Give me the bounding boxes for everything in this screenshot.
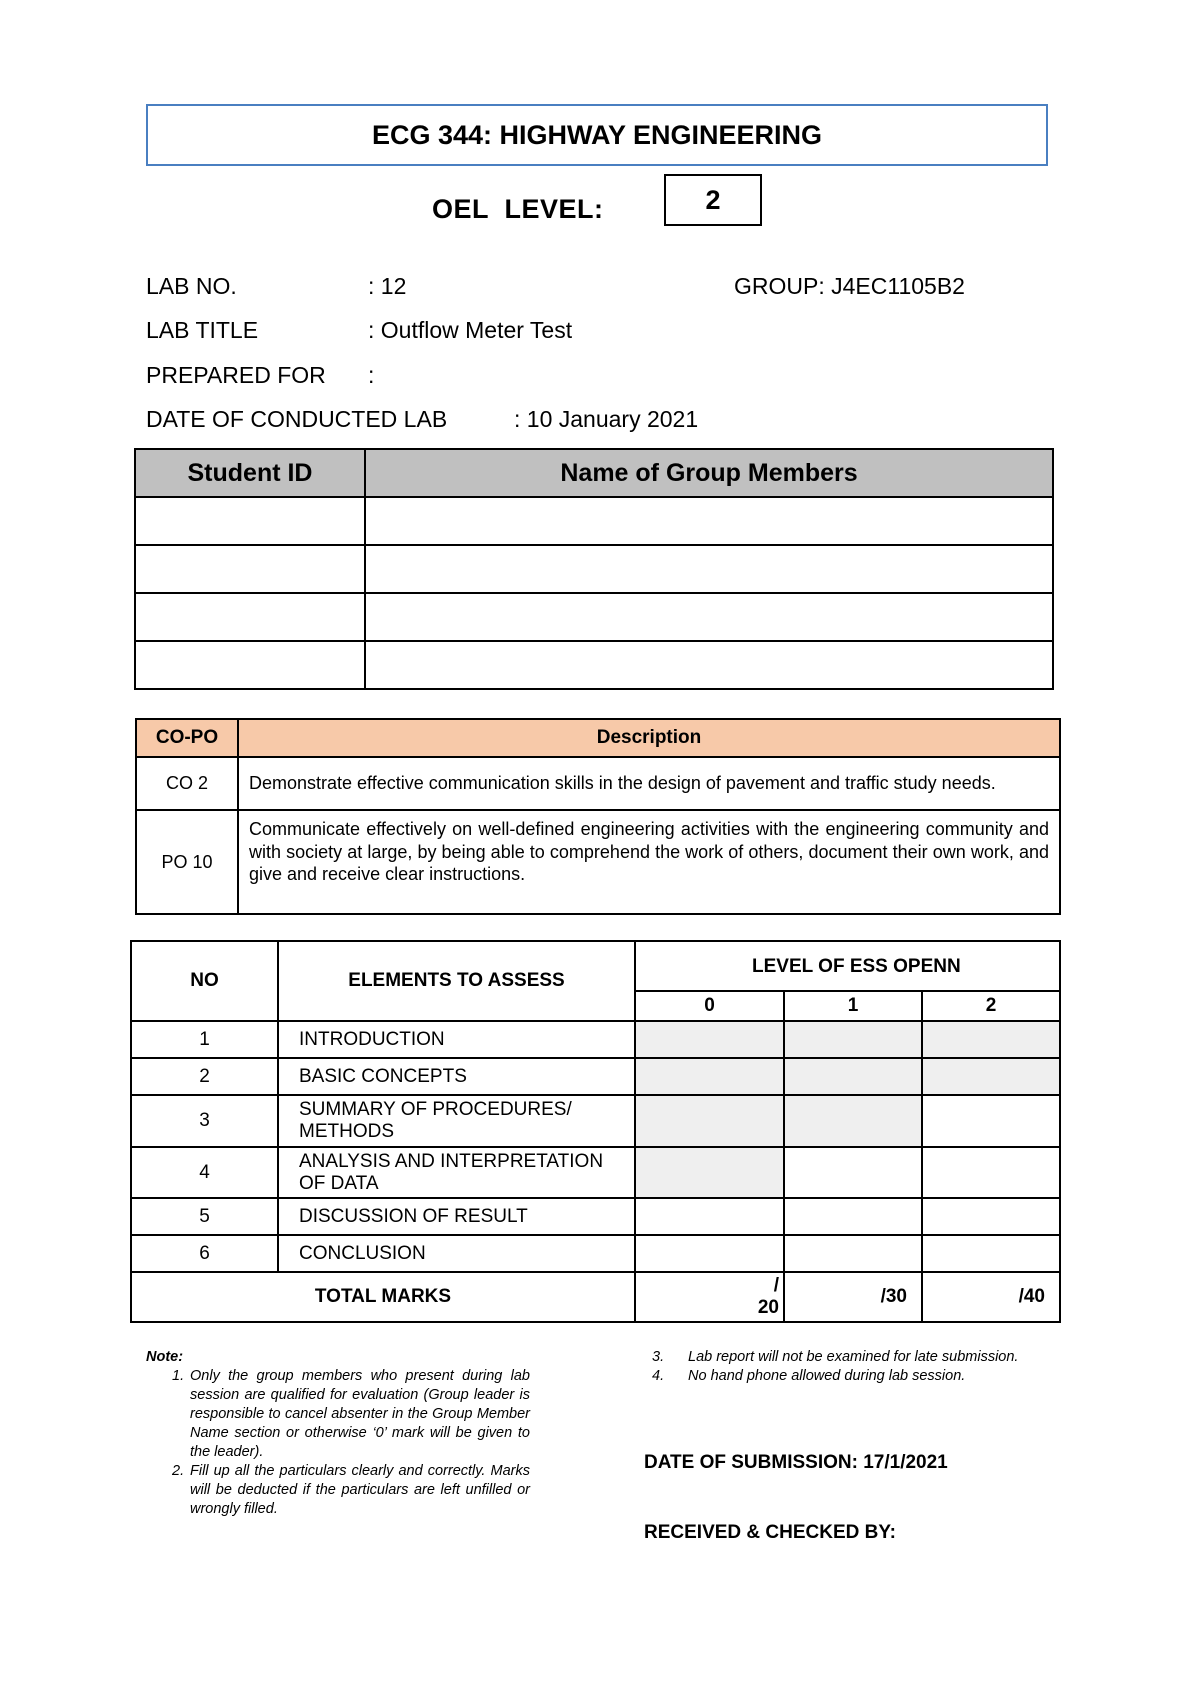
- element-label: ANALYSIS AND INTERPRETATION OF DATA: [278, 1147, 635, 1198]
- total-row: [131, 1272, 1060, 1322]
- total-level-1: /30: [784, 1272, 922, 1322]
- group-info: [734, 273, 965, 300]
- notes-right: [622, 1348, 1026, 1386]
- lab-no-label: LAB NO.: [146, 273, 237, 299]
- copo-code: CO 2: [136, 757, 238, 810]
- table-row: [131, 1058, 1060, 1095]
- mark-cell[interactable]: [922, 1147, 1060, 1198]
- received-checked-label: RECEIVED & CHECKED BY:: [644, 1522, 896, 1543]
- course-title: ECG 344: HIGHWAY ENGINEERING: [146, 104, 1048, 166]
- student-id-header: Student ID: [135, 449, 365, 497]
- note-item: [146, 1462, 530, 1519]
- mark-cell[interactable]: [635, 1235, 784, 1272]
- notes-heading: Note:: [146, 1349, 184, 1365]
- note-number: 3.: [652, 1349, 665, 1365]
- table-row: [136, 757, 1060, 810]
- table-row: [135, 593, 1053, 641]
- assessment-table: [130, 940, 1061, 1323]
- element-label: CONCLUSION: [278, 1235, 635, 1272]
- oel-level-label: OEL LEVEL:: [432, 194, 604, 224]
- student-id-cell[interactable]: [135, 593, 365, 641]
- level-1-header: 1: [784, 991, 922, 1021]
- note-number: 2.: [172, 1463, 185, 1479]
- mark-cell[interactable]: [922, 1058, 1060, 1095]
- oel-level-value: 2: [664, 174, 762, 226]
- total-marks-label: TOTAL MARKS: [131, 1272, 635, 1322]
- member-name-cell[interactable]: [365, 641, 1053, 689]
- element-label: SUMMARY OF PROCEDURES/ METHODS: [278, 1095, 635, 1147]
- note-item: [622, 1348, 1026, 1367]
- level-header: LEVEL OF ESS OPENN: [635, 941, 1060, 991]
- table-row: [136, 810, 1060, 914]
- element-label: INTRODUCTION: [278, 1021, 635, 1058]
- copo-description-text: Communicate effectively on well-defined engineering activities with the engineering community and with society at large, by being able to comprehend the work of others, document their own work, and give and receive clear instructions.: [249, 819, 1049, 884]
- submission-date-label: DATE OF SUBMISSION:: [644, 1452, 858, 1473]
- student-id-cell[interactable]: [135, 545, 365, 593]
- prepared-for-label: PREPARED FOR: [146, 362, 326, 388]
- mark-cell[interactable]: [635, 1147, 784, 1198]
- mark-cell[interactable]: [635, 1198, 784, 1235]
- mark-cell[interactable]: [784, 1235, 922, 1272]
- row-number: 2: [131, 1058, 278, 1095]
- table-row: [131, 1198, 1060, 1235]
- element-label: DISCUSSION OF RESULT: [278, 1198, 635, 1235]
- elements-header: ELEMENTS TO ASSESS: [278, 941, 635, 1021]
- copo-description: [238, 810, 1060, 914]
- student-id-cell[interactable]: [135, 641, 365, 689]
- no-header: NO: [131, 941, 278, 1021]
- notes-left: [146, 1348, 530, 1519]
- note-number: 4.: [652, 1368, 665, 1384]
- member-name-cell[interactable]: [365, 593, 1053, 641]
- table-row: [135, 497, 1053, 545]
- member-name-cell[interactable]: [365, 497, 1053, 545]
- mark-cell[interactable]: [635, 1095, 784, 1147]
- row-number: 4: [131, 1147, 278, 1198]
- mark-cell[interactable]: [784, 1021, 922, 1058]
- mark-cell[interactable]: [784, 1198, 922, 1235]
- copo-table: [135, 718, 1061, 915]
- copo-code: PO 10: [136, 810, 238, 914]
- level-0-header: 0: [635, 991, 784, 1021]
- lab-title-value: : Outflow Meter Test: [368, 317, 573, 343]
- mark-cell[interactable]: [784, 1147, 922, 1198]
- copo-description: Demonstrate effective communication skills in the design of pavement and traffic study needs.: [238, 757, 1060, 810]
- total-level-0: [635, 1272, 784, 1322]
- mark-cell[interactable]: [922, 1095, 1060, 1147]
- lab-no-value: : 12: [368, 273, 407, 299]
- total-level-0-value: / 20: [757, 1275, 779, 1318]
- mark-cell[interactable]: [784, 1058, 922, 1095]
- table-row: [135, 641, 1053, 689]
- table-row: [131, 1235, 1060, 1272]
- description-header: Description: [238, 719, 1060, 757]
- note-text: Fill up all the particulars clearly and correctly. Marks will be deducted if the particulars are left unfilled or wrongly filled.: [190, 1463, 530, 1517]
- submission-date: [644, 1452, 948, 1474]
- note-number: 1.: [172, 1368, 185, 1384]
- group-value: J4EC1105B2: [831, 273, 965, 299]
- submission-date-value: 17/1/2021: [863, 1452, 948, 1473]
- member-name-cell[interactable]: [365, 545, 1053, 593]
- table-row: [131, 1147, 1060, 1198]
- total-level-2: /40: [922, 1272, 1060, 1322]
- group-label: GROUP:: [734, 273, 825, 299]
- mark-cell[interactable]: [922, 1021, 1060, 1058]
- note-item: [146, 1367, 530, 1462]
- group-members-table: [134, 448, 1054, 690]
- row-number: 3: [131, 1095, 278, 1147]
- copo-header: CO-PO: [136, 719, 238, 757]
- element-label: BASIC CONCEPTS: [278, 1058, 635, 1095]
- mark-cell[interactable]: [635, 1058, 784, 1095]
- note-text: Only the group members who present during lab session are qualified for evaluation (Group leader is responsible to cancel absenter in the Group Member Name section or otherwise ‘0’ mark will be given to the leader).: [190, 1368, 530, 1460]
- date-conducted-label: DATE OF CONDUCTED LAB: [146, 406, 448, 432]
- mark-cell[interactable]: [784, 1095, 922, 1147]
- note-text: Lab report will not be examined for late submission.: [688, 1349, 1019, 1365]
- note-text: No hand phone allowed during lab session.: [688, 1368, 966, 1384]
- row-number: 6: [131, 1235, 278, 1272]
- mark-cell[interactable]: [635, 1021, 784, 1058]
- level-2-header: 2: [922, 991, 1060, 1021]
- table-row: [135, 545, 1053, 593]
- note-item: [622, 1367, 1026, 1386]
- member-name-header: Name of Group Members: [365, 449, 1053, 497]
- mark-cell[interactable]: [922, 1235, 1060, 1272]
- table-row: [131, 1095, 1060, 1147]
- lab-title-label: LAB TITLE: [146, 317, 259, 343]
- row-number: 1: [131, 1021, 278, 1058]
- date-conducted-value: : 10 January 2021: [514, 406, 699, 432]
- student-id-cell[interactable]: [135, 497, 365, 545]
- row-number: 5: [131, 1198, 278, 1235]
- mark-cell[interactable]: [922, 1198, 1060, 1235]
- table-row: [131, 1021, 1060, 1058]
- prepared-for-value: :: [368, 362, 375, 388]
